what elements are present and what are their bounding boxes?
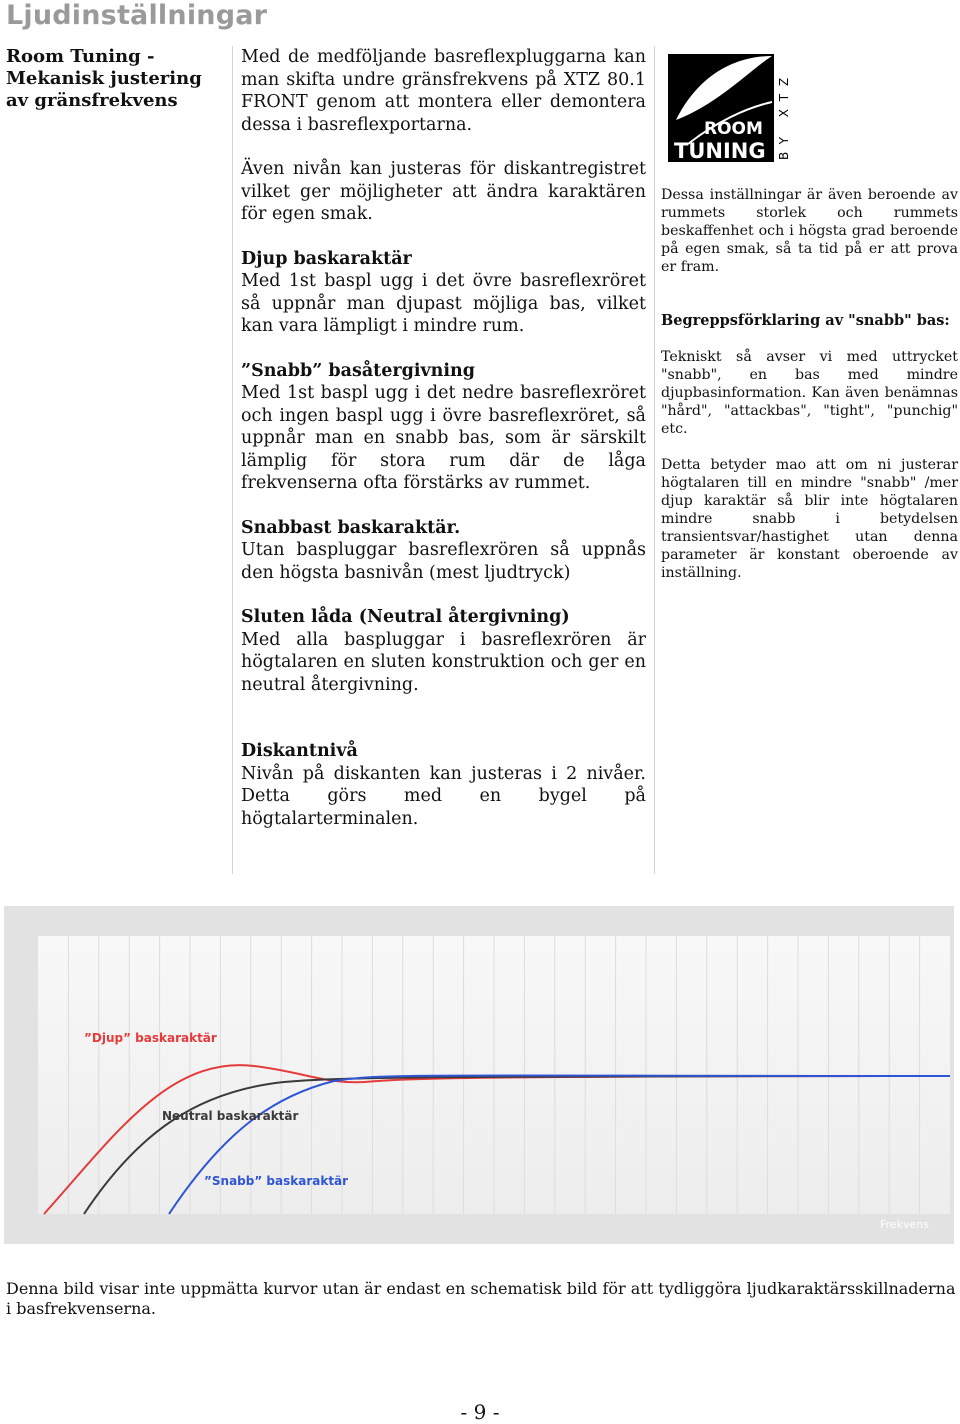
room-tuning-logo-graphic bbox=[668, 52, 796, 162]
logo-text-tuning: TUNING bbox=[674, 139, 766, 162]
djup-title: Djup baskaraktär bbox=[241, 248, 412, 269]
logo-text-room: ROOM bbox=[704, 119, 763, 139]
diskant-text: Nivån på diskanten kan justeras i 2 nivåer. Detta görs med en bygel på högtalarterminalen. bbox=[241, 763, 646, 829]
snabbast-section bbox=[241, 517, 646, 585]
snabb-text: Med 1st baspl ugg i det nedre basreflexröret och ingen baspl ugg i övre basreflexröret, så uppnår man en snabb bas, som är särskilt lämplig för stora rum där de låga frekvenserna ofta förstärks av rummet. bbox=[241, 383, 646, 493]
sluten-title: Sluten låda (Neutral återgivning) bbox=[241, 607, 570, 627]
bass-response-chart bbox=[4, 906, 954, 1244]
snabb-section bbox=[241, 360, 646, 495]
logo-text-byxtz: BY XTZ bbox=[777, 69, 791, 160]
treble-paragraph: Även nivån kan justeras för diskantregistret vilket ger möjligheter att ändra karaktären för egen smak. bbox=[241, 159, 646, 224]
chart-caption: Denna bild visar inte uppmätta kurvor utan är endast en schematisk bild för att tydliggöra ljudkaraktärsskillnaderna i basfrekvenserna. bbox=[6, 1279, 956, 1318]
djup-text: Med 1st baspl ugg i det övre basreflexröret så uppnår man djupast möjliga bas, vilket kan vara lämpligt i mindre rum. bbox=[241, 271, 646, 336]
side-paragraph-1: Dessa inställningar är även beroende av rummets storlek och rummets beskaffenhet och i högsta grad beroende på egen smak, så ta tid på er att prova er fram. bbox=[661, 187, 958, 275]
column-divider-left bbox=[232, 46, 233, 874]
series-label-3: ”Snabb” baskaraktär bbox=[204, 1174, 349, 1188]
room-tuning-logo bbox=[668, 52, 796, 162]
side-heading: Begreppsförklaring av "snabb" bas: bbox=[661, 312, 950, 329]
main-column bbox=[241, 46, 646, 852]
side-column bbox=[661, 186, 958, 600]
series-label-2: Neutral baskaraktär bbox=[162, 1109, 299, 1123]
page-number: - 9 - bbox=[460, 1400, 500, 1424]
series-label-1: ”Djup” baskaraktär bbox=[84, 1031, 217, 1045]
sluten-section bbox=[241, 606, 646, 696]
diskant-title: Diskantnivå bbox=[241, 741, 358, 761]
side-paragraph-3: Detta betyder mao att om ni justerar högtalaren till en mindre "snabb" /mer djup karaktär så blir inte högtalaren mindre snabb i betydelsen transientsvar/hastighet utan denna parameter är konstant oberoende av inställning. bbox=[661, 457, 958, 581]
chart-svg bbox=[4, 906, 954, 1244]
section-title: Room Tuning - Mekanisk justering av gränsfrekvens bbox=[6, 46, 202, 111]
snabb-title: ”Snabb” basåtergivning bbox=[241, 360, 475, 381]
x-axis-label: Frekvens bbox=[880, 1218, 929, 1231]
page-header-title: Ljudinställningar bbox=[6, 0, 268, 31]
djup-section bbox=[241, 248, 646, 338]
side-paragraph-2: Tekniskt så avser vi med uttrycket "snabb", en bas med mindre djupbasinformation. Kan även benämnas "hård", "attackbas", "tight", "punchig" etc. bbox=[661, 349, 958, 437]
diskant-section bbox=[241, 740, 646, 830]
snabbast-title: Snabbast baskaraktär. bbox=[241, 517, 461, 538]
sluten-text: Med alla baspluggar i basreflexrören är högtalaren en sluten konstruktion och ger en neutral återgivning. bbox=[241, 629, 646, 695]
column-divider-right bbox=[654, 46, 655, 874]
intro-paragraph: Med de medföljande basreflexpluggarna kan man skifta undre gränsfrekvens på XTZ 80.1 FRONT genom att montera eller demontera dessa i basreflexportarna. bbox=[241, 47, 646, 135]
snabbast-text: Utan baspluggar basreflexrören så uppnås den högsta basnivån (mest ljudtryck) bbox=[241, 540, 646, 583]
